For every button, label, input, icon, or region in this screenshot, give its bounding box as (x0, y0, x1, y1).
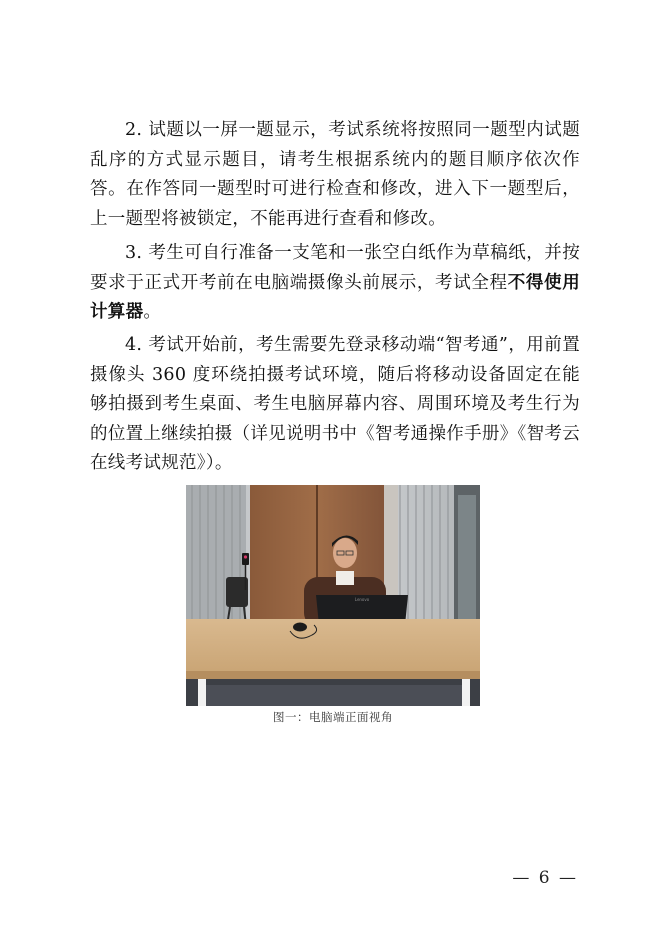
laptop-brand-label: Lenovo (354, 597, 370, 602)
page-number: — 6 — (512, 868, 578, 888)
paragraph-item-3 (90, 239, 580, 328)
figure-caption: 图一：电脑端正面视角 (273, 710, 393, 724)
paragraph-text: 3. 考生可自行准备一支笔和一张空白纸作为草稿纸，并按要求于正式开考前在电脑端摄像头前展示，考试全程 (90, 243, 580, 293)
paragraph-item-4: 4. 考试开始前，考生需要先登录移动端“智考通”，用前置摄像头 360 度环绕拍摄考试环境，随后将移动设备固定在能够拍摄到考生桌面、考生电脑屏幕内容、周围环境及考生行为的位置上继续拍摄（详见说明书中《智考通操作手册》《智考云在线考试规范》）。 (90, 335, 580, 473)
emphasis-no-calculator: 不得使用计算器 (90, 272, 581, 322)
exam-setup-photo (186, 485, 480, 706)
paragraph-text-end: 。 (143, 302, 162, 322)
photo-illustration (186, 485, 480, 706)
paragraph-item-2: 2. 试题以一屏一题显示，考试系统将按照同一题型内试题乱序的方式显示题目，请考生根据系统内的题目顺序依次作答。在作答同一题型时可进行检查和修改，进入下一题型后，上一题型将被锁定，不能再进行查看和修改。 (90, 120, 580, 229)
